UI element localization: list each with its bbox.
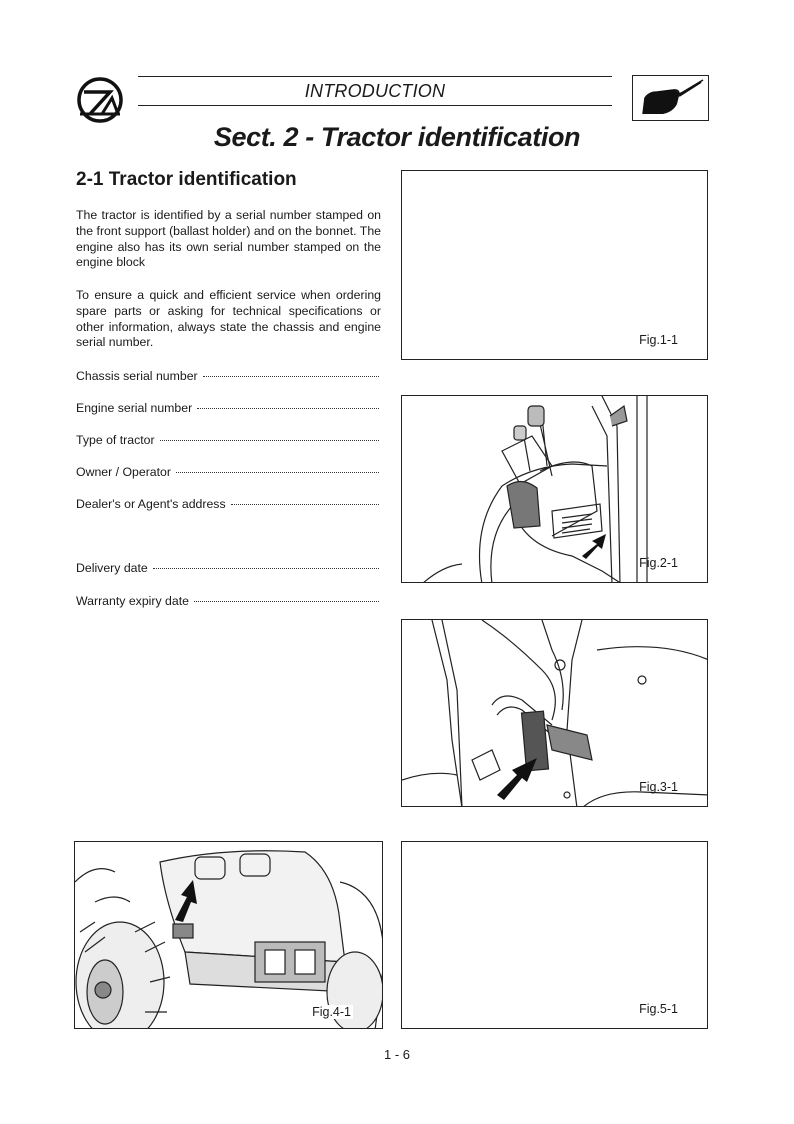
warranty-expiry-field[interactable]	[76, 594, 379, 608]
hand-pointing-icon	[632, 75, 709, 121]
brand-logo-icon	[76, 76, 124, 124]
dealer-address-field[interactable]	[76, 497, 379, 511]
field-label: Dealer's or Agent's address	[76, 497, 226, 511]
dotted-line	[153, 568, 379, 569]
header-rule-top	[138, 76, 612, 77]
figure-3-frame	[401, 619, 708, 807]
figure-2-frame	[401, 395, 708, 583]
field-label: Delivery date	[76, 561, 148, 575]
figure-3-caption: Fig.3-1	[639, 780, 678, 794]
header-title: INTRODUCTION	[304, 81, 446, 101]
service-paragraph: To ensure a quick and efficient service when ordering spare parts or asking for technical specifications or other information, always state the chassis and engine serial number.	[76, 288, 381, 350]
gear-console-illustration	[402, 396, 708, 583]
owner-operator-field[interactable]	[76, 465, 379, 479]
figure-5-frame	[401, 841, 708, 1029]
field-label: Owner / Operator	[76, 465, 171, 479]
field-label: Type of tractor	[76, 433, 155, 447]
intro-paragraph: The tractor is identified by a serial number stamped on the front support (ballast holder) and on the bonnet. The engine also has its own serial number stamped on the engine block	[76, 208, 381, 270]
tractor-type-field[interactable]	[76, 433, 379, 447]
subsection-title: 2-1 Tractor identification	[76, 169, 297, 190]
figure-4-caption: Fig.4-1	[312, 1005, 351, 1019]
engine-serial-field[interactable]	[76, 401, 379, 415]
dotted-line	[203, 376, 379, 377]
field-label: Warranty expiry date	[76, 594, 189, 608]
field-label: Engine serial number	[76, 401, 193, 415]
delivery-date-field[interactable]	[76, 561, 379, 575]
figure-5-caption: Fig.5-1	[639, 1002, 678, 1016]
figure-1-caption: Fig.1-1	[639, 333, 678, 347]
header-rule-bottom	[138, 105, 612, 106]
chassis-serial-field[interactable]	[76, 369, 379, 383]
figure-1-frame	[401, 170, 708, 360]
dotted-line	[176, 472, 379, 473]
tractor-front-illustration	[75, 842, 383, 1029]
dealer-address-continuation-field[interactable]	[76, 529, 379, 530]
figure-2-caption: Fig.2-1	[639, 556, 678, 570]
dotted-line	[160, 440, 379, 441]
dotted-line	[231, 504, 379, 505]
dotted-line	[194, 601, 379, 602]
dotted-line	[197, 408, 379, 409]
figure-4-frame	[74, 841, 383, 1029]
section-title: Sect. 2 - Tractor identification	[213, 122, 581, 152]
page-number: 1 - 6	[383, 1047, 410, 1062]
field-label: Chassis serial number	[76, 369, 198, 383]
pedal-area-illustration	[402, 620, 708, 807]
